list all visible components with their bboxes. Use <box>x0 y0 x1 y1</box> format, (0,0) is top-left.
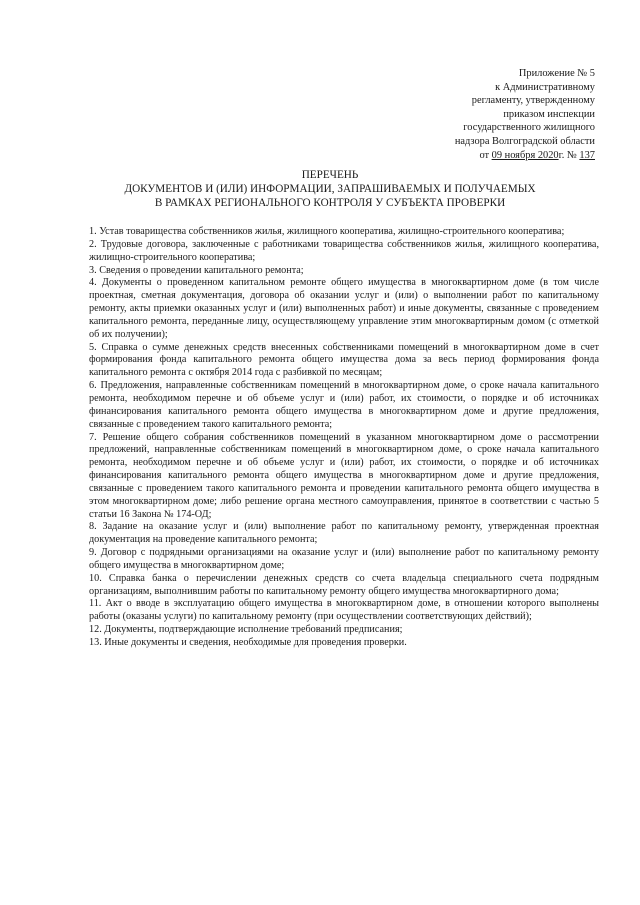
list-item: 5. Справка о сумме денежных средств внесенных собственниками помещений в многоквартирном доме в счет формирования фонда капитального ремонта общего имущества дома за весь период формирования фонда капитального ремонта с октября 2014 года с разбивкой по месяцам; <box>89 341 599 379</box>
appendix-line: к Административному <box>495 81 595 93</box>
list-item: 7. Решение общего собрания собственников помещений в указанном многоквартирном доме о рассмотрении предложений, направленные собственникам помещений в многоквартирном доме, о сроке начала капитального ремонта, необходимом перечне и об объеме услуг и (или) работ, их стоимости, о порядке и об источниках финансирования капитального ремонта общего имущества в многоквартирном доме и другие предложения, связанные с проведением такого капитального ремонта и проведении капитального ремонта общего имущества в этом многоквартирном доме; либо решение органа местного самоуправления, принятое в соответствии с частью 5 статьи 16 Закона № 174-ОД; <box>89 431 599 520</box>
appendix-line: государственного жилищного <box>463 122 595 134</box>
list-item: 1. Устав товарищества собственников жилья, жилищного кооператива, жилищно-строительного кооператива; <box>89 226 565 237</box>
list-item: 11. Акт о вводе в эксплуатацию общего имущества в многоквартирном доме, в отношении которого выполнены работы (оказаны услуги) по капитальному ремонту (при осуществлении соответствующих действий); <box>89 598 599 623</box>
title-line: ПЕРЕЧЕНЬ <box>301 169 359 181</box>
title-line: В РАМКАХ РЕГИОНАЛЬНОГО КОНТРОЛЯ У СУБЪЕКТА ПРОВЕРКИ <box>154 197 506 210</box>
date-prefix: от <box>479 149 492 161</box>
appendix-date-line <box>365 149 595 163</box>
appendix-line: регламенту, утвержденному <box>471 95 595 107</box>
list-item: 3. Сведения о проведении капитального ремонта; <box>89 264 304 276</box>
order-date: 09 ноября 2020 <box>491 149 559 161</box>
list-item: 9. Договор с подрядными организациями на оказание услуг и (или) выполнение работ по капитальному ремонту общего имущества в многоквартирном доме; <box>89 547 599 571</box>
list-item: 4. Документы о проведенном капитальном ремонте общего имущества в многоквартирном доме (в том числе проектная, сметная документация, договора об оказании услуг и (или) о выполнении работ по капитальному ремонту, акты приемки оказанных услуг и (или) выполненных работ) и иные документы, связанные с проведением капитального ремонта, переданные лицу, осуществляющему управление этим многоквартирным домом (с отметкой об их получении); <box>89 277 599 340</box>
list-item: 12. Документы, подтверждающие исполнение требований предписания; <box>89 624 403 636</box>
document-title <box>60 168 600 211</box>
title-line: ДОКУМЕНТОВ И (ИЛИ) ИНФОРМАЦИИ, ЗАПРАШИВАЕМЫХ И ПОЛУЧАЕМЫХ <box>124 183 536 196</box>
appendix-header <box>365 67 595 162</box>
list-item: 6. Предложения, направленные собственникам помещений в многоквартирном доме, о сроке начала капитального ремонта, необходимом перечне и об объеме услуг и (или) работ, их стоимости, о порядке и об источниках финансирования капитального ремонта общего имущества в многоквартирном доме и другие предложения, связанные с проведением такого капитального ремонта; <box>89 380 599 430</box>
appendix-number: Приложение № 5 <box>518 68 595 79</box>
list-item: 8. Задание на оказание услуг и (или) выполнение работ по капитальному ремонту, утвержденная проектная документация на проведение капитального ремонта; <box>89 521 599 546</box>
list-item: 13. Иные документы и сведения, необходимые для проведения проверки. <box>89 637 407 648</box>
list-item: 2. Трудовые договора, заключенные с работниками товарищества собственников жилья, жилищного кооператива, жилищно-строительного кооператива; <box>89 238 599 263</box>
documents-list <box>89 226 599 650</box>
date-suffix: г. № <box>558 149 580 161</box>
order-number: 137 <box>579 149 595 161</box>
list-item: 10. Справка банка о перечислении денежных средств со счета владельца специального счета подрядным организациям, выполнившим работы по капитальному ремонту общего имущества многоквартирного дома; <box>89 572 599 597</box>
appendix-line: надзора Волгоградской области <box>454 135 595 147</box>
appendix-line: приказом инспекции <box>503 108 595 120</box>
